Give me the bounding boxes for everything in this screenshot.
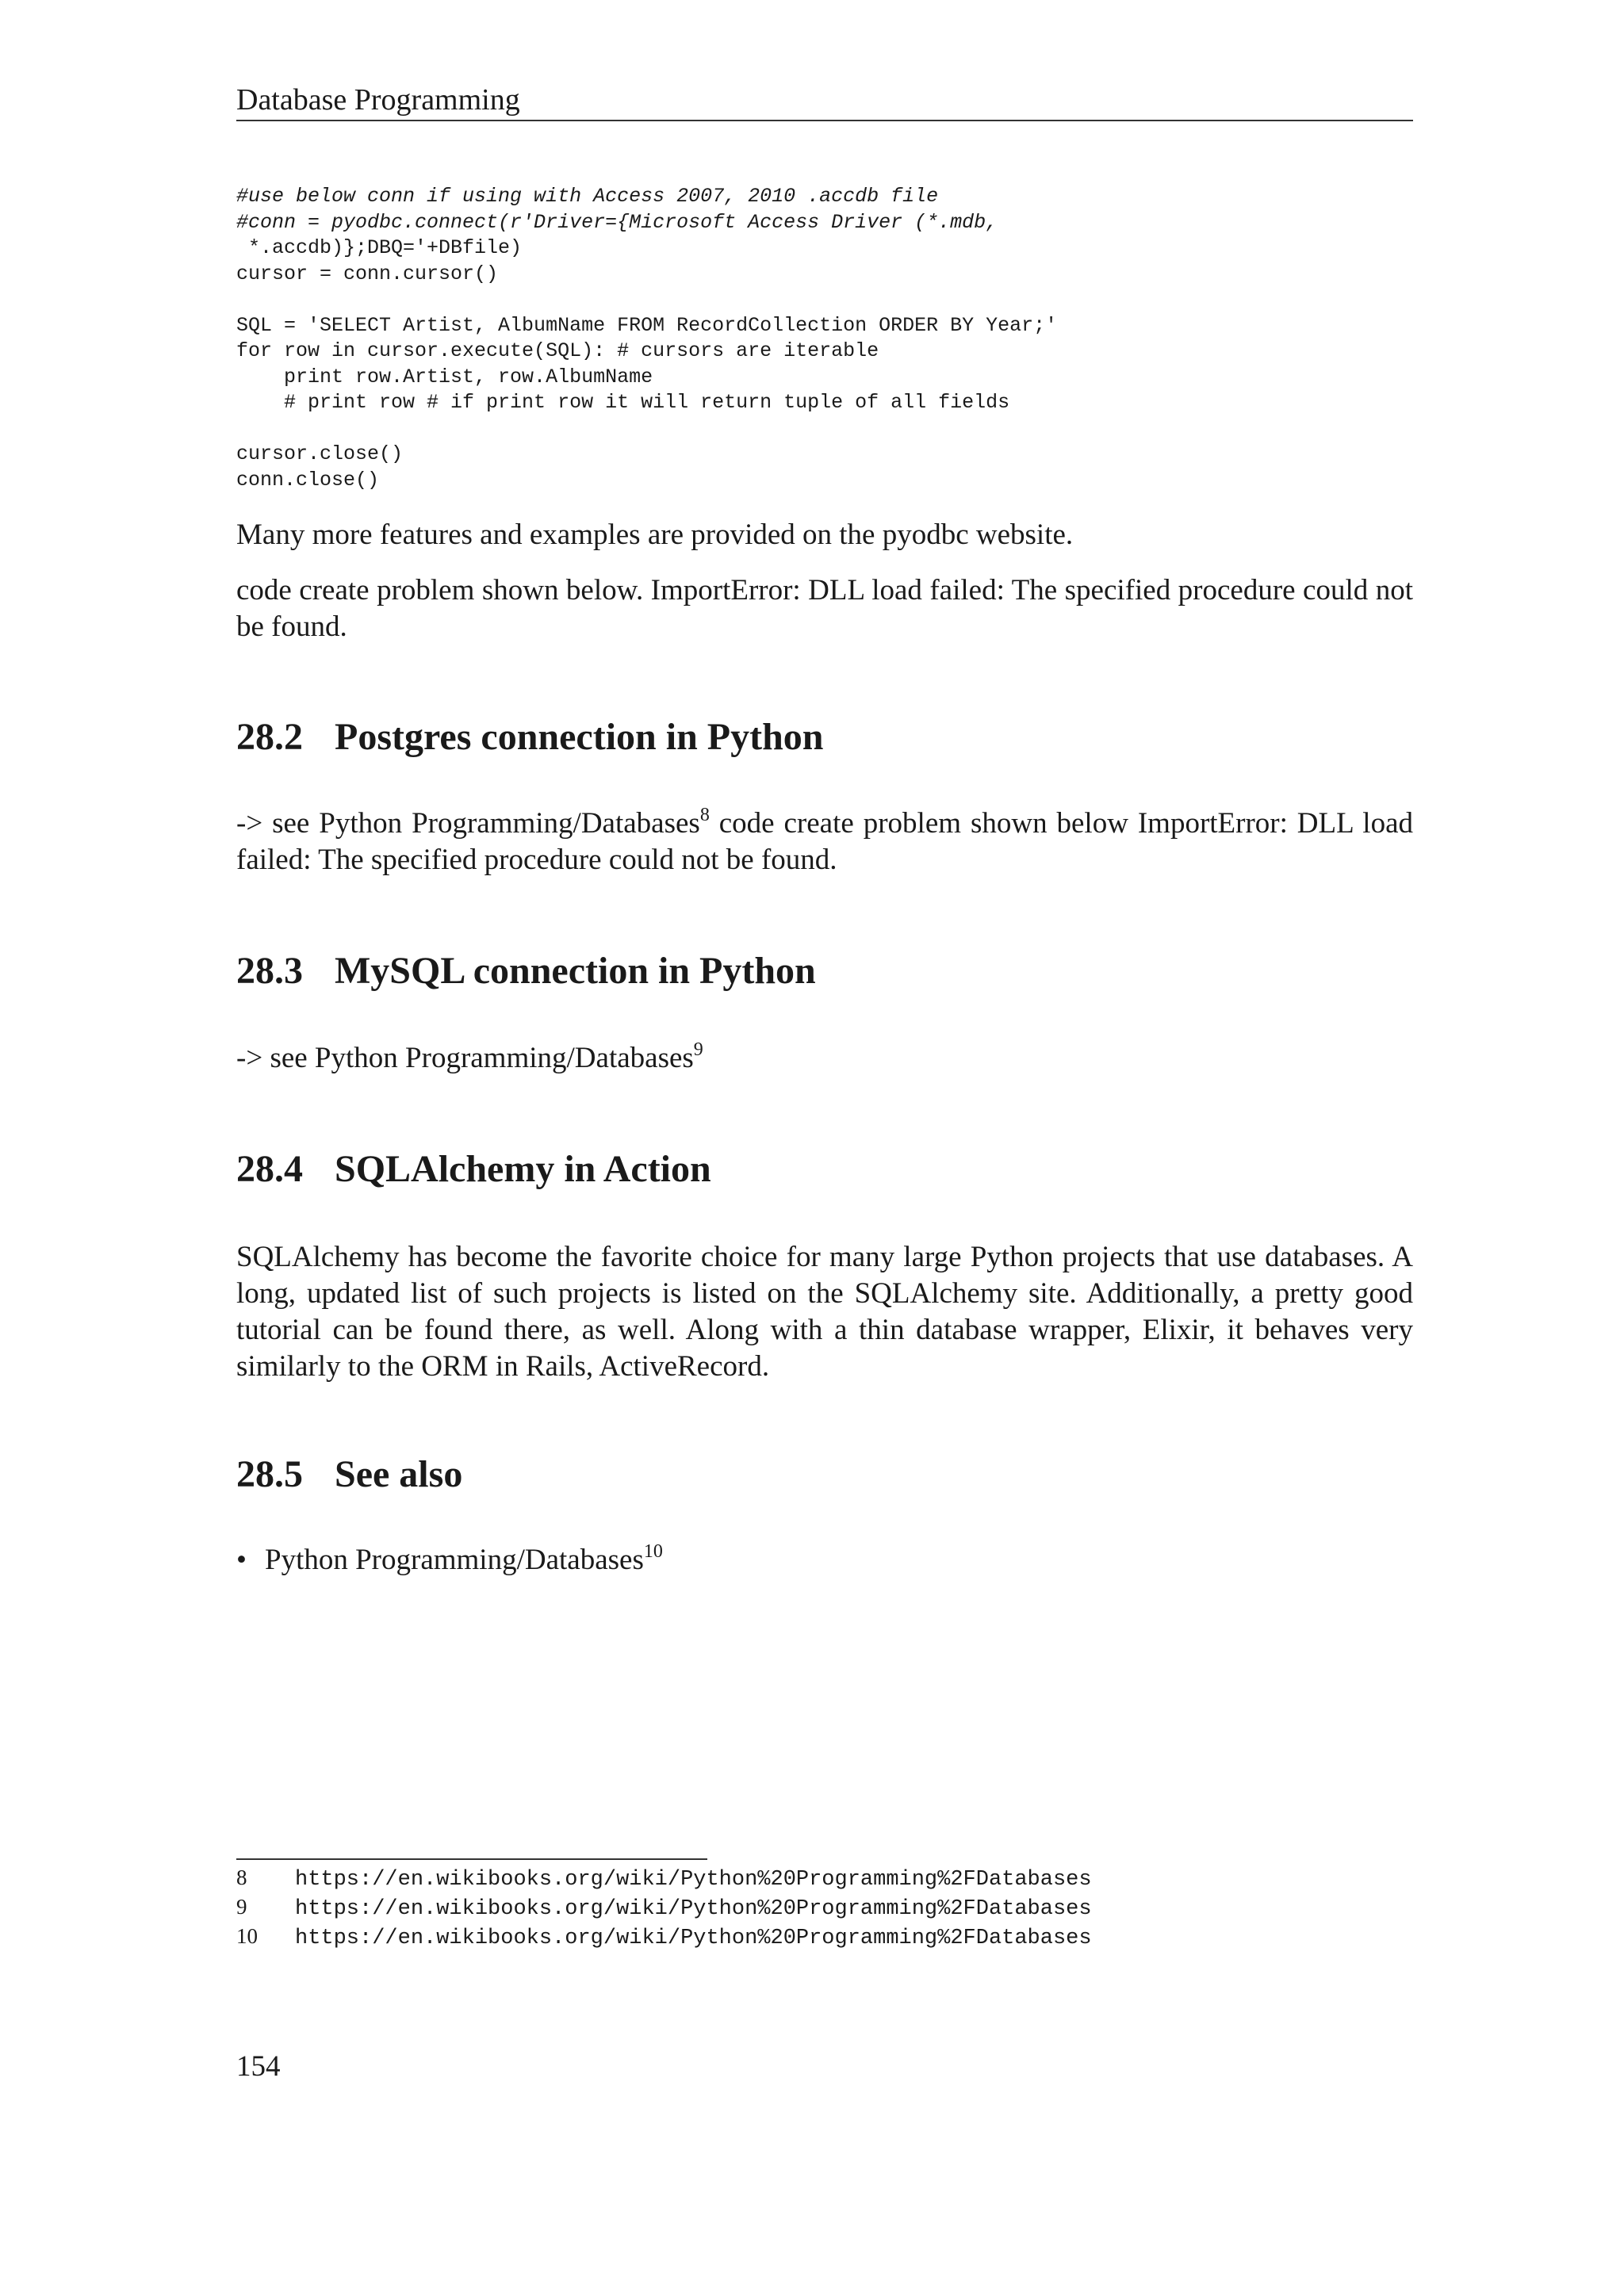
paragraph-mysql	[236, 1040, 1413, 1077]
section-heading-see-also	[236, 1451, 1413, 1498]
code-line: # print row # if print row it will return tuple of all fields	[236, 391, 1010, 414]
footnote-ref-10[interactable]: 10	[643, 1540, 663, 1562]
see-also-link[interactable]: Python Programming/Databases	[265, 1544, 644, 1576]
code-line: #conn = pyodbc.connect(r'Driver={Microsoft Access Driver (*.mdb,	[236, 210, 998, 234]
postgres-text-after: code create problem shown below ImportError: DLL load failed: The specified procedure could not be found.	[236, 807, 1413, 876]
code-line: conn.close()	[236, 468, 380, 492]
code-line: print row.Artist, row.AlbumName	[236, 365, 653, 388]
paragraph-sqlalchemy: SQLAlchemy has become the favorite choice for many large Python projects that use databases. A long, updated list of such projects is listed on the SQLAlchemy site. Additionally, a pretty good tutorial can be found there, as well. Along with a thin database wrapper, Elixir, it behaves very similarly to the ORM in Rails, ActiveRecord.	[236, 1241, 1413, 1383]
footnote-item	[236, 1863, 1413, 1892]
bullet-icon: •	[236, 1544, 247, 1576]
footnote-rule	[236, 1858, 707, 1860]
paragraph-import-error: code create problem shown below. ImportError: DLL load failed: The specified procedure could not be found.	[236, 574, 1413, 643]
code-line: for row in cursor.execute(SQL): # cursors are iterable	[236, 339, 879, 362]
footnote-number: 10	[236, 1924, 258, 1948]
footnote-ref-9[interactable]: 9	[693, 1039, 703, 1060]
code-line: #use below conn if using with Access 2007, 2010 .accdb file	[236, 185, 939, 208]
footnote-number: 8	[236, 1866, 247, 1889]
section-heading-mysql	[236, 947, 1413, 995]
code-line: *.accdb)};DBQ='+DBfile)	[236, 236, 523, 259]
section-number: 28.5	[236, 1453, 303, 1495]
document-page	[236, 0, 1413, 2296]
section-number: 28.2	[236, 716, 303, 758]
code-block	[236, 184, 1413, 493]
section-title: SQLAlchemy in Action	[335, 1148, 711, 1190]
footnote-number: 9	[236, 1895, 247, 1919]
code-line: cursor.close()	[236, 442, 404, 465]
footnote-url[interactable]: https://en.wikibooks.org/wiki/Python%20Programming%2FDatabases	[295, 1927, 1092, 1950]
code-line: cursor = conn.cursor()	[236, 262, 499, 285]
section-number: 28.4	[236, 1148, 303, 1190]
section-heading-postgres	[236, 714, 1413, 761]
section-heading-sqlalchemy	[236, 1146, 1413, 1193]
footnote-item	[236, 1922, 1413, 1951]
page-number: 154	[236, 2050, 281, 2083]
paragraph-pyodbc-features: Many more features and examples are provided on the pyodbc website.	[236, 519, 1074, 551]
code-line: SQL = 'SELECT Artist, AlbumName FROM RecordCollection ORDER BY Year;'	[236, 313, 1058, 337]
postgres-text-before: -> see Python Programming/Databases	[236, 807, 700, 840]
footnote-url[interactable]: https://en.wikibooks.org/wiki/Python%20Programming%2FDatabases	[295, 1897, 1092, 1921]
footnotes	[236, 1863, 1413, 1951]
footnote-ref-8[interactable]: 8	[699, 804, 710, 825]
section-title: Postgres connection in Python	[335, 716, 824, 758]
section-number: 28.3	[236, 950, 303, 992]
running-header: Database Programming	[236, 83, 520, 117]
footnote-item	[236, 1892, 1413, 1922]
section-title: See also	[335, 1453, 463, 1495]
paragraph-postgres	[236, 806, 1413, 878]
header-rule	[236, 120, 1413, 121]
mysql-text: -> see Python Programming/Databases	[236, 1042, 694, 1074]
section-title: MySQL connection in Python	[335, 950, 816, 992]
footnote-url[interactable]: https://en.wikibooks.org/wiki/Python%20Programming%2FDatabases	[295, 1868, 1092, 1892]
list-item	[236, 1542, 663, 1578]
